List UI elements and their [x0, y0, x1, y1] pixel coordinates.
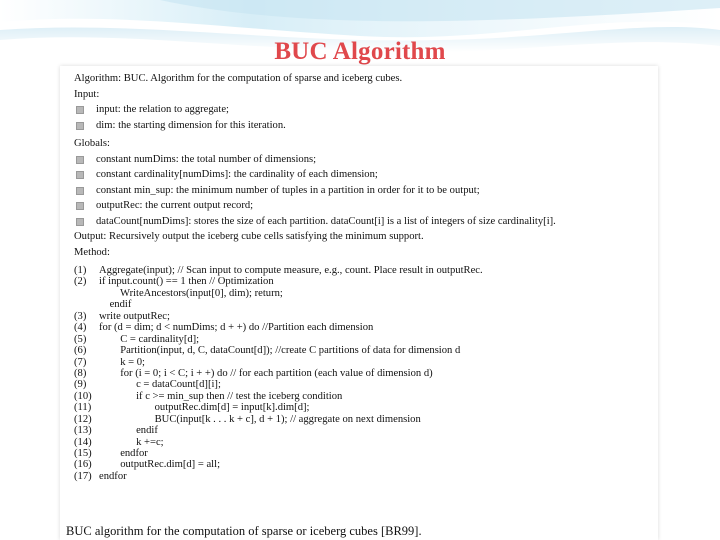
line-number: (16): [74, 459, 92, 471]
method-line: [74, 334, 654, 345]
line-code: BUC(input[k . . . k + c], d + 1); // aggregate on next dimension: [99, 413, 421, 425]
method-line: [74, 345, 654, 356]
method-line: [74, 391, 654, 402]
global-item: outputRec: the current output record;: [76, 200, 654, 212]
line-code: endfor: [99, 470, 127, 482]
line-code: endif: [99, 299, 132, 311]
method-code-block: [74, 265, 654, 482]
method-line: [74, 311, 654, 322]
line-code: outputRec.dim[d] = all;: [99, 459, 221, 471]
line-code: c = dataCount[d][i];: [99, 379, 221, 391]
globals-heading: Globals:: [74, 138, 110, 149]
line-number: (5): [74, 333, 87, 345]
line-code: Aggregate(input); // Scan input to compute measure, e.g., count. Place result in outputRec.: [99, 265, 483, 276]
method-line: [74, 368, 654, 379]
algorithm-document: [60, 66, 658, 540]
bullet-icon: [76, 156, 84, 164]
method-line: [74, 357, 654, 368]
line-number: (6): [74, 345, 87, 357]
line-number: (7): [74, 356, 87, 368]
bullet-icon: [76, 171, 84, 179]
method-line: [74, 276, 654, 287]
global-item: constant cardinality[numDims]: the cardinality of each dimension;: [76, 169, 654, 181]
line-code: WriteAncestors(input[0], dim); return;: [99, 287, 283, 299]
global-item: constant min_sup: the minimum number of tuples in a partition in order for it to be output;: [76, 185, 654, 197]
bullet-icon: [76, 218, 84, 226]
line-code: endfor: [99, 448, 148, 459]
line-code: outputRec.dim[d] = input[k].dim[d];: [99, 402, 310, 414]
line-code: if input.count() == 1 then // Optimization: [99, 276, 274, 288]
method-line: [74, 322, 654, 333]
bullet-icon: [76, 202, 84, 210]
input-heading: Input:: [74, 88, 100, 100]
bullet-icon: [76, 187, 84, 195]
line-code: for (i = 0; i < C; i + +) do // for each partition (each value of dimension d): [99, 367, 433, 379]
line-number: (10): [74, 390, 92, 402]
method-line: [74, 402, 654, 413]
method-line: [74, 437, 654, 448]
line-code: write outputRec;: [99, 310, 170, 322]
input-item: input: the relation to aggregate;: [76, 104, 654, 116]
line-number: (14): [74, 436, 92, 448]
algorithm-caption: BUC algorithm for the computation of sparse or iceberg cubes [BR99].: [66, 524, 422, 538]
input-item: dim: the starting dimension for this iteration.: [76, 120, 654, 132]
line-code: C = cardinality[d];: [99, 333, 200, 345]
global-item: constant numDims: the total number of dimensions;: [76, 154, 654, 166]
line-number: (11): [74, 402, 92, 414]
bullet-icon: [76, 106, 84, 114]
line-number: (1): [74, 265, 87, 276]
method-line: [74, 414, 654, 425]
line-number: (12): [74, 413, 92, 425]
line-number: (2): [74, 276, 87, 288]
method-heading: Method:: [74, 246, 110, 258]
method-line: [74, 471, 654, 482]
slide-title: BUC Algorithm: [274, 38, 446, 65]
global-item: dataCount[numDims]: stores the size of each partition. dataCount[i] is a list of integers of size cardinality[i].: [76, 216, 656, 228]
line-code: if c >= min_sup then // test the iceberg condition: [99, 390, 343, 402]
line-number: (3): [74, 310, 87, 322]
line-code: k = 0;: [99, 356, 145, 368]
method-line: [74, 425, 654, 436]
method-line: [74, 265, 654, 276]
method-line: [74, 448, 654, 459]
method-line: [74, 459, 654, 470]
line-code: for (d = dim; d < numDims; d + +) do //Partition each dimension: [99, 322, 374, 334]
algorithm-header: Algorithm: BUC. Algorithm for the computation of sparse and iceberg cubes.: [74, 73, 403, 84]
line-number: (8): [74, 367, 87, 379]
line-number: (9): [74, 379, 87, 391]
bullet-icon: [76, 122, 84, 130]
line-number: (13): [74, 425, 92, 437]
line-number: (15): [74, 448, 92, 459]
method-line: [74, 299, 654, 310]
line-code: Partition(input, d, C, dataCount[d]); //create C partitions of data for dimension d: [99, 345, 461, 357]
line-code: endif: [99, 425, 158, 437]
method-line: [74, 379, 654, 390]
method-line: [74, 288, 654, 299]
line-number: (4): [74, 322, 87, 334]
output-line: Output: Recursively output the iceberg cube cells satisfying the minimum support.: [74, 231, 424, 242]
line-code: k +=c;: [99, 436, 164, 448]
line-number: (17): [74, 470, 92, 482]
